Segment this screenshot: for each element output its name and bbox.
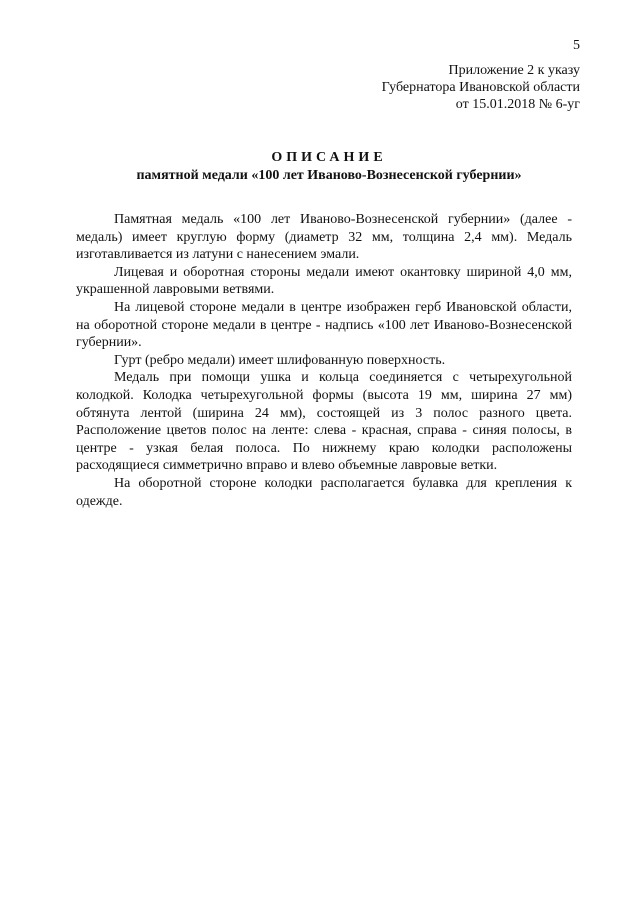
page-number: 5 [573,38,580,53]
appendix-line: от 15.01.2018 № 6-уг [455,97,580,112]
appendix-header [300,62,580,113]
paragraph: Гурт (ребро медали) имеет шлифованную поверхность. [114,352,446,368]
appendix-line: Губернатора Ивановской области [381,80,580,95]
document-title: ОПИСАНИЕ [271,150,387,165]
paragraph: На оборотной стороне колодки располагается булавка для крепления к одежде. [76,475,572,509]
document-body [76,211,572,510]
paragraph: Медаль при помощи ушка и кольца соединяется с четырехугольной колодкой. Колодка четырехугольной формы (высота 19 мм, ширина 27 мм) обтянута лентой (ширина 24 мм), состоящей из 3 полос разного цвета. Расположение цветов полос на ленте: слева - красная, справа - синяя полосы, в центре - узкая белая полоса. По нижнему краю колодки расположены расходящиеся симметрично вправо и влево объемные лавровые ветки. [76,370,572,474]
paragraph: Лицевая и оборотная стороны медали имеют окантовку шириной 4,0 мм, украшенной лавровыми ветвями. [76,264,572,298]
paragraph: На лицевой стороне медали в центре изображен герб Ивановской области, на оборотной стороне медали в центре - надпись «100 лет Иваново-Вознесенской губернии». [76,299,572,351]
title-block [70,149,588,185]
paragraph: Памятная медаль «100 лет Иваново-Вознесенской губернии» (далее - медаль) имеет круглую форму (диаметр 32 мм, толщина 2,4 мм). Медаль изготавливается из латуни с нанесением эмали. [76,212,572,263]
document-subtitle: памятной медали «100 лет Иваново-Вознесенской губернии» [136,168,522,183]
appendix-line: Приложение 2 к указу [448,63,580,78]
